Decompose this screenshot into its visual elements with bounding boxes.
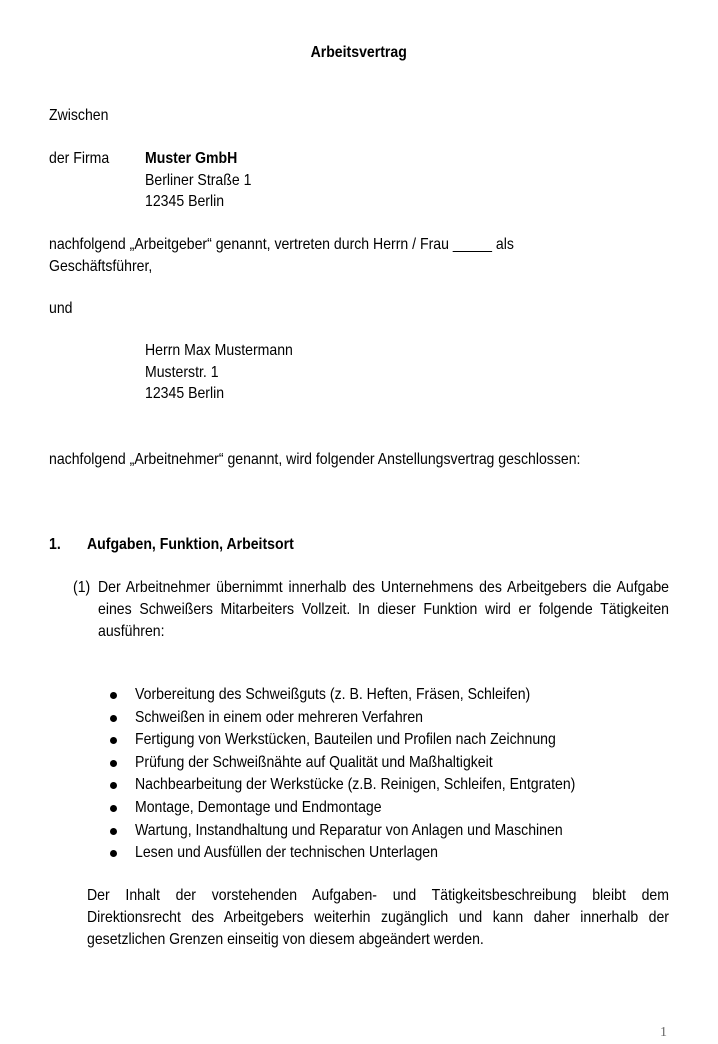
page-number: 1 xyxy=(660,1025,667,1040)
bullet-icon xyxy=(110,760,117,767)
paragraph-number: (1) xyxy=(73,579,91,596)
paragraph-text: Der Arbeitnehmer übernimmt innerhalb des Unternehmens des Arbeitgebers die Aufgabe eines Schweißers Mitarbeiters Vollzeit. In dieser Funktion wird er folgende Tätigkeiten ausführen: xyxy=(98,579,669,640)
section-title: Aufgaben, Funktion, Arbeitsort xyxy=(87,536,294,553)
employer-clause-line2: Geschäftsführer, xyxy=(49,258,153,275)
bullet-icon xyxy=(110,737,117,744)
employer-name: Muster GmbH xyxy=(145,150,238,167)
employer-clause-line1: nachfolgend „Arbeitgeber“ genannt, vertreten durch Herrn / Frau _____ als xyxy=(49,236,514,253)
document-page: Arbeitsvertrag Zwischen der Firma Muster GmbH Berliner Straße 1 12345 Berlin nachfolgend „Arbeitgeber“ genannt, vertreten durch Herrn / Frau _____ als Geschäftsführer, und Herrn Max Mustermann Musterstr. 1 12345 Berlin nachfolgend „Arbeitnehmer“ genannt, wird folgender Anstellungsvertrag geschlossen: 1. Aufgaben, Funktion, Arbeitsort (1) Der Arbeitnehmer übernimmt innerhalb des Unternehmens des Arbeitgebers die Aufgabe eines Schweißers Mitarbeiters Vollzeit. In dieser Funktion wird er folgende Tätigkeiten ausführen: Vorbereitung des Schweißguts (z. B. Heften, Fräsen, Schleifen) Schweißen in einem oder mehreren Verfahren Fertigung von Werkstücken, Bauteilen und Profilen nach Zeichnung Prüfung der Schweißnähte auf Qualität und Maßhaltigkeit Nachbearbeitung der Werkstücke (z.B. Reinigen, Schleifen, Entgraten) Montage, Demontage und Endmontage Wartung, Instandhaltung und Reparatur von Anlagen und Maschinen Lesen und Ausfüllen der technischen Unterlagen Der Inhalt der vorstehenden Aufgaben- und Tätigkeitsbeschreibung bleibt dem Direktionsrecht des Arbeitgebers weiterhin zugänglich und kann daher innerhalb der gesetzlichen Grenzen einseitig von diesem abgeändert werden. 1 xyxy=(0,0,718,1040)
closing-paragraph: Der Inhalt der vorstehenden Aufgaben- und Tätigkeitsbeschreibung bleibt dem Direktionsrecht des Arbeitgebers weiterhin zugänglich und kann daher innerhalb der gesetzlichen Grenzen einseitig von diesem abgeändert werden. xyxy=(87,887,669,948)
employee-street: Musterstr. 1 xyxy=(145,364,219,381)
employee-city: 12345 Berlin xyxy=(145,385,225,402)
employer-label: der Firma xyxy=(49,150,110,167)
bullet-icon xyxy=(110,828,117,835)
section-number: 1. xyxy=(49,536,61,553)
employee-clause: nachfolgend „Arbeitnehmer“ genannt, wird folgender Anstellungsvertrag geschlossen: xyxy=(49,451,581,468)
employee-name: Herrn Max Mustermann xyxy=(145,342,293,359)
intro-text: Zwischen xyxy=(49,107,109,124)
bullet-icon xyxy=(110,692,117,699)
bullet-icon xyxy=(110,782,117,789)
employer-street: Berliner Straße 1 xyxy=(145,172,252,189)
employer-city: 12345 Berlin xyxy=(145,193,225,210)
bullet-icon xyxy=(110,715,117,722)
bullet-icon xyxy=(110,850,117,857)
document-title: Arbeitsvertrag xyxy=(310,44,408,61)
and-text: und xyxy=(49,300,73,317)
bullet-icon xyxy=(110,805,117,812)
